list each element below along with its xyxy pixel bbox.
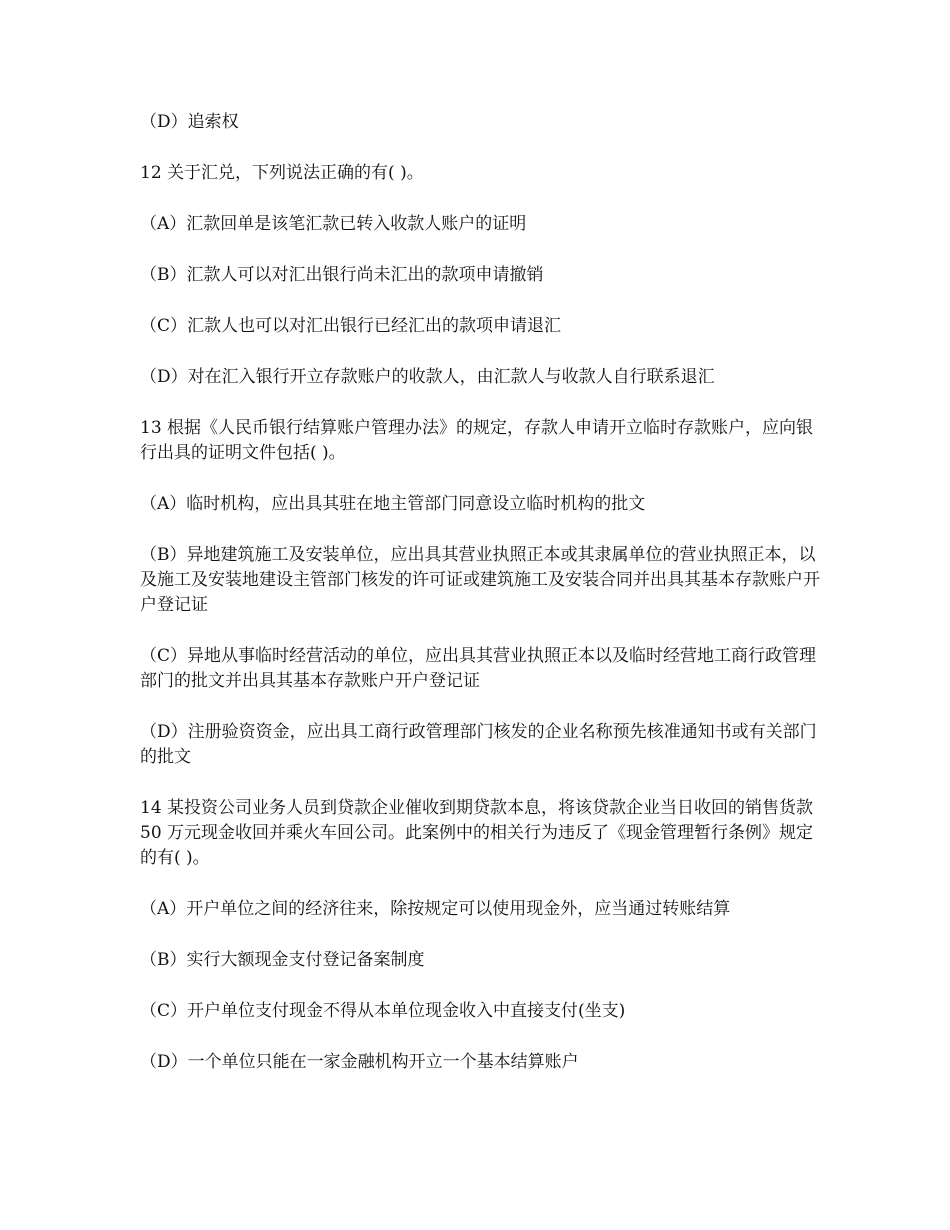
question-12-paragraph: 12 关于汇兑，下列说法正确的有( )。 [140,163,424,183]
option-d-paragraph: （D）追索权 [140,112,239,132]
option-d-paragraph: （D）对在汇入银行开立存款账户的收款人，由汇款人与收款人自行联系退汇 [140,367,715,387]
option-d-paragraph: （D）一个单位只能在一家金融机构开立一个基本结算账户 [140,1052,579,1072]
option-d-paragraph: （D）注册验资资金，应出具工商行政管理部门核发的企业名称预先核准通知书或有关部门的批文 [140,722,817,767]
option-a-paragraph: （A）临时机构，应出具其驻在地主管部门同意设立临时机构的批文 [140,494,646,514]
option-a-paragraph: （A）开户单位之间的经济往来，除按规定可以使用现金外，应当通过转账结算 [140,899,731,919]
option-c-paragraph: （C）开户单位支付现金不得从本单位现金收入中直接支付(坐支) [140,1001,626,1021]
option-b-paragraph: （B）实行大额现金支付登记备案制度 [140,950,425,970]
document-page [140,110,820,1101]
option-b-paragraph: （B）汇款人可以对汇出银行尚未汇出的款项申请撤销 [140,265,544,285]
option-c-paragraph: （C）汇款人也可以对汇出银行已经汇出的款项申请退汇 [140,316,562,336]
option-a-paragraph: （A）汇款回单是该笔汇款已转入收款人账户的证明 [140,214,527,234]
question-13-paragraph: 13 根据《人民币银行结算账户管理办法》的规定，存款人申请开立临时存款账户，应向银行出具的证明文件包括( )。 [140,418,814,463]
option-b-paragraph: （B）异地建筑施工及安装单位，应出具其营业执照正本或其隶属单位的营业执照正本，以及施工及安装地建设主管部门核发的许可证或建筑施工及安装合同并出具其基本存款账户开户登记证 [140,545,820,615]
option-c-paragraph: （C）异地从事临时经营活动的单位，应出具其营业执照正本以及临时经营地工商行政管理部门的批文并出具其基本存款账户开户登记证 [140,646,817,691]
question-14-paragraph: 14 某投资公司业务人员到贷款企业催收到期贷款本息，将该贷款企业当日收回的销售货款 50 万元现金收回并乘火车回公司。此案例中的相关行为违反了《现金管理暂行条例》规定的有( )。 [140,798,814,868]
